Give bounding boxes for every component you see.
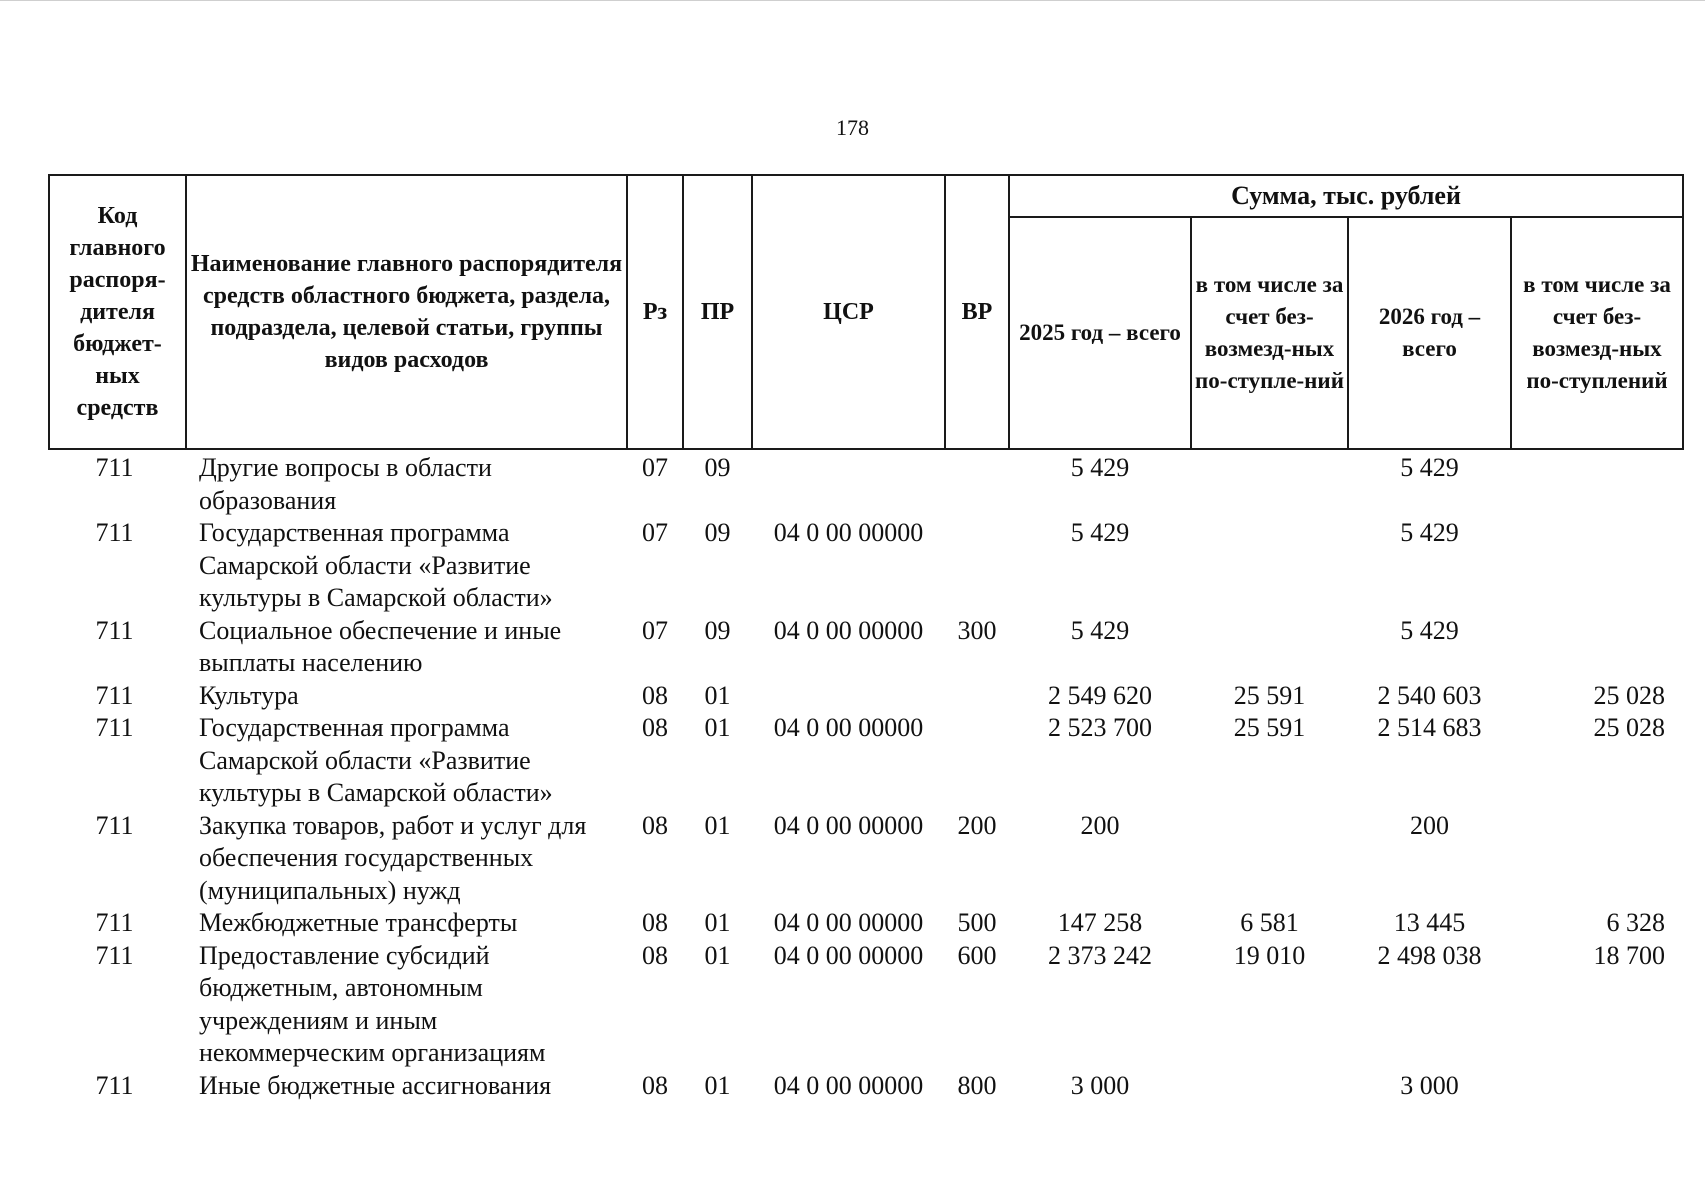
cell-rz: 08: [642, 810, 668, 840]
cell-2025-total: 5 429: [1070, 453, 1130, 482]
cell-vr: 300: [957, 615, 997, 645]
cell-code: 711: [95, 615, 134, 645]
cell-rz: 08: [642, 908, 668, 937]
cell-rz: 07: [642, 518, 668, 547]
cell-2026-total: 200: [1410, 810, 1449, 840]
cell-rz: 08: [642, 1070, 668, 1100]
cell-2026-total: 5 429: [1400, 615, 1459, 645]
cell-2026-free: 25 028: [1593, 680, 1665, 710]
table-row: [49, 1070, 1683, 1103]
cell-name: Предоставление субсидий бюджетным, автономным учреждениям и иным некоммерческим организациям: [199, 940, 546, 1067]
cell-name: Государственная программа Самарской области «Развитие культуры в Самарской области»: [199, 518, 553, 612]
header-csr: ЦСР: [752, 175, 945, 449]
budget-table: [48, 174, 1684, 1102]
table-row: [49, 517, 1683, 615]
cell-2026-free: 18 700: [1593, 940, 1665, 970]
cell-2025-total: 2 549 620: [1048, 680, 1152, 710]
cell-pr: 09: [704, 453, 731, 482]
cell-name: Социальное обеспечение и иные выплаты населению: [199, 615, 562, 677]
header-2025-free: в том числе за счет без-возмезд-ных по-ступле-ний: [1191, 217, 1348, 449]
cell-vr: 500: [957, 908, 997, 937]
cell-2025-total: 147 258: [1057, 908, 1143, 937]
cell-2025-total: 200: [1080, 810, 1120, 840]
cell-vr: 200: [957, 810, 997, 840]
cell-pr: 01: [704, 940, 731, 970]
cell-pr: 01: [704, 680, 731, 710]
cell-code: 711: [95, 518, 134, 547]
cell-2026-total: 5 429: [1400, 453, 1459, 482]
cell-2025-total: 2 373 242: [1048, 940, 1152, 970]
cell-pr: 01: [704, 1070, 731, 1100]
cell-rz: 07: [642, 615, 668, 645]
header-rz: Рз: [627, 175, 683, 449]
cell-pr: 01: [704, 908, 731, 937]
page-number: 178: [836, 115, 869, 140]
cell-2026-free: [1511, 517, 1683, 615]
cell-pr: 09: [704, 518, 731, 547]
cell-csr: 04 0 00 00000: [773, 713, 924, 742]
cell-pr: 09: [704, 615, 731, 645]
cell-2025-free: 25 591: [1233, 680, 1306, 710]
cell-vr: [945, 712, 1009, 810]
cell-name: Закупка товаров, работ и услуг для обеспечения государственных (муниципальных) нужд: [199, 810, 587, 905]
cell-code: 711: [95, 810, 134, 840]
cell-csr: 04 0 00 00000: [773, 1070, 924, 1100]
table-row: [49, 712, 1683, 810]
cell-2026-free: [1511, 449, 1683, 517]
cell-2025-free: 6 581: [1240, 908, 1299, 937]
cell-code: 711: [95, 680, 134, 710]
cell-code: 711: [95, 713, 134, 742]
cell-2025-free: 19 010: [1233, 940, 1306, 970]
cell-name: Межбюджетные трансферты: [199, 908, 518, 937]
header-pr: ПР: [683, 175, 752, 449]
cell-2026-total: 2 540 603: [1377, 680, 1482, 710]
cell-csr: 04 0 00 00000: [773, 615, 924, 645]
cell-2026-total: 3 000: [1400, 1070, 1459, 1100]
cell-csr: 04 0 00 00000: [773, 810, 924, 840]
cell-2026-total: 5 429: [1400, 518, 1459, 547]
cell-2026-free: [1511, 615, 1683, 680]
cell-rz: 08: [642, 940, 668, 970]
table-body: [49, 449, 1683, 1102]
cell-rz: 08: [642, 680, 668, 710]
cell-code: 711: [95, 908, 134, 937]
cell-vr: [945, 517, 1009, 615]
cell-vr: [945, 680, 1009, 713]
cell-name: Государственная программа Самарской области «Развитие культуры в Самарской области»: [199, 713, 553, 807]
cell-2026-free: 25 028: [1593, 713, 1665, 742]
cell-pr: 01: [704, 713, 731, 742]
header-2026-free: в том числе за счет без-возмезд-ных по-ступлений: [1511, 217, 1683, 449]
cell-2026-total: 2 514 683: [1377, 713, 1482, 742]
cell-2025-free: [1191, 449, 1348, 517]
header-sum: Сумма, тыс. рублей: [1009, 175, 1683, 217]
cell-2026-free: [1511, 810, 1683, 908]
cell-vr: [945, 449, 1009, 517]
table-row: [49, 680, 1683, 713]
cell-2025-free: 25 591: [1233, 713, 1306, 742]
table-row: [49, 940, 1683, 1070]
cell-csr: [752, 680, 945, 713]
cell-pr: 01: [704, 810, 731, 840]
cell-2026-total: 13 445: [1393, 908, 1466, 937]
cell-name: Другие вопросы в области образования: [199, 453, 492, 515]
header-2026-total: 2026 год – всего: [1348, 217, 1511, 449]
cell-2025-free: [1191, 615, 1348, 680]
cell-2025-total: 5 429: [1070, 615, 1130, 645]
cell-code: 711: [95, 940, 134, 970]
cell-2026-total: 2 498 038: [1377, 940, 1482, 970]
header-code: Код главного распоря-дителя бюджет-ных средств: [49, 175, 186, 449]
cell-vr: 800: [957, 1070, 997, 1100]
header-name: Наименование главного распорядителя средств областного бюджета, раздела, подраздела, целевой статьи, группы видов расходов: [186, 175, 627, 449]
cell-csr: 04 0 00 00000: [773, 908, 924, 937]
cell-2025-total: 3 000: [1070, 1070, 1130, 1100]
cell-2026-free: 6 328: [1606, 908, 1665, 937]
cell-2025-total: 5 429: [1070, 518, 1130, 547]
cell-name: Иные бюджетные ассигнования: [199, 1070, 552, 1100]
scan-edge-line: [0, 0, 1705, 5]
cell-code: 711: [95, 1070, 134, 1100]
header-2025-total: 2025 год – всего: [1009, 217, 1191, 449]
cell-2025-total: 2 523 700: [1048, 713, 1152, 742]
cell-name: Культура: [199, 680, 299, 710]
cell-2025-free: [1191, 810, 1348, 908]
cell-2025-free: [1191, 1070, 1348, 1103]
cell-rz: 07: [642, 453, 668, 482]
header-vr: ВР: [945, 175, 1009, 449]
table-row: [49, 907, 1683, 940]
table-row: [49, 615, 1683, 680]
cell-rz: 08: [642, 713, 668, 742]
cell-code: 711: [95, 453, 134, 482]
cell-csr: 04 0 00 00000: [773, 518, 924, 547]
cell-2026-free: [1511, 1070, 1683, 1103]
cell-2025-free: [1191, 517, 1348, 615]
cell-csr: [752, 449, 945, 517]
cell-vr: 600: [957, 940, 997, 970]
cell-csr: 04 0 00 00000: [773, 940, 924, 970]
table-header: [49, 175, 1683, 449]
table-row: [49, 810, 1683, 908]
table-row: [49, 449, 1683, 517]
